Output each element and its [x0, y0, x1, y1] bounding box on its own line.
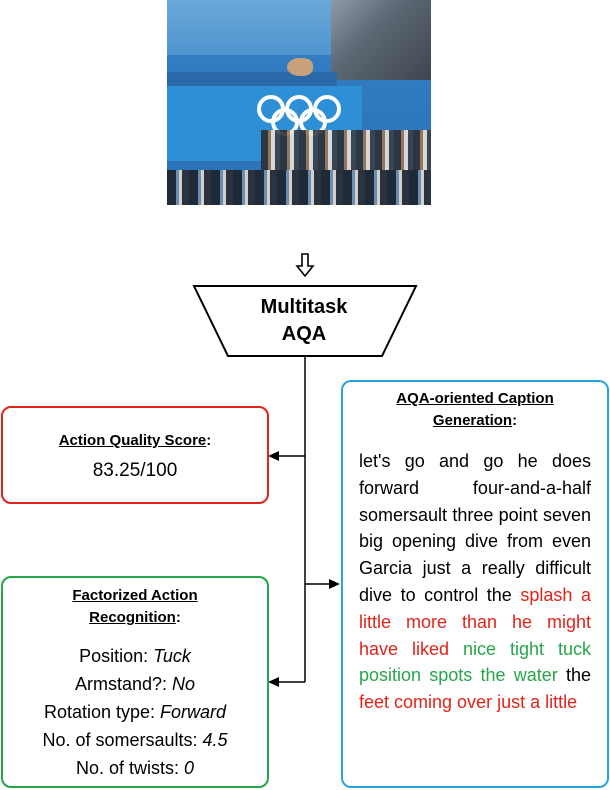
caption-arrow-head — [329, 579, 340, 589]
factor-value: 4.5 — [202, 730, 228, 750]
factor-item-rotation — [3, 698, 267, 726]
factor-title — [3, 585, 267, 629]
factor-title-line1: Factorized Action — [72, 587, 198, 604]
score-arrow-head — [268, 451, 279, 461]
funnel-line2: AQA — [281, 323, 327, 345]
score-title-text: Action Quality Score — [58, 432, 207, 449]
action-quality-score-box — [1, 406, 269, 504]
down-arrow-outline-icon — [297, 254, 313, 276]
factor-item-somersaults — [3, 726, 267, 754]
score-value: 83.25/100 — [92, 460, 178, 481]
factor-title-colon: : — [175, 609, 181, 626]
factor-value: Tuck — [153, 646, 191, 666]
factor-arrow-head — [268, 677, 279, 687]
factor-label: No. of twists: — [75, 758, 184, 778]
caption-segment-green: nice tight tuck position spots the water — [359, 638, 591, 686]
score-title-colon: : — [206, 432, 212, 449]
caption-title-line2: Generation — [432, 412, 513, 429]
factor-value: Forward — [160, 702, 227, 722]
factor-item-twists — [3, 754, 267, 782]
factor-list — [3, 642, 267, 782]
factor-item-armstand — [3, 670, 267, 698]
factor-label: Rotation type: — [43, 702, 161, 722]
multitask-aqa-label — [196, 294, 412, 348]
caption-segment-red: splash a little more than he might have liked — [359, 584, 591, 659]
factor-value: No — [172, 674, 196, 694]
caption-segment: the — [557, 665, 591, 686]
factor-value: 0 — [184, 758, 195, 778]
caption-segment — [449, 639, 463, 659]
score-title — [3, 430, 267, 452]
factor-title-line2: Recognition — [89, 609, 176, 626]
aqa-caption-box — [341, 380, 609, 788]
caption-title-colon: : — [512, 412, 518, 429]
factor-label: No. of somersaults: — [42, 730, 203, 750]
caption-text — [359, 448, 591, 716]
caption-title-line1: AQA-oriented Caption — [396, 390, 554, 407]
caption-segment: let's go and go he does forward four-and-a-half somersault three point seven big opening dive from even Garcia just a really difficult dive to control the — [359, 451, 591, 605]
factorized-action-recognition-box — [1, 576, 269, 788]
factor-label: Position: — [79, 646, 154, 666]
caption-title — [343, 388, 607, 432]
factor-label: Armstand?: — [74, 674, 173, 694]
funnel-line1: Multitask — [260, 296, 348, 318]
factor-item-position — [3, 642, 267, 670]
caption-segment-red: feet coming over just a little — [359, 692, 578, 713]
